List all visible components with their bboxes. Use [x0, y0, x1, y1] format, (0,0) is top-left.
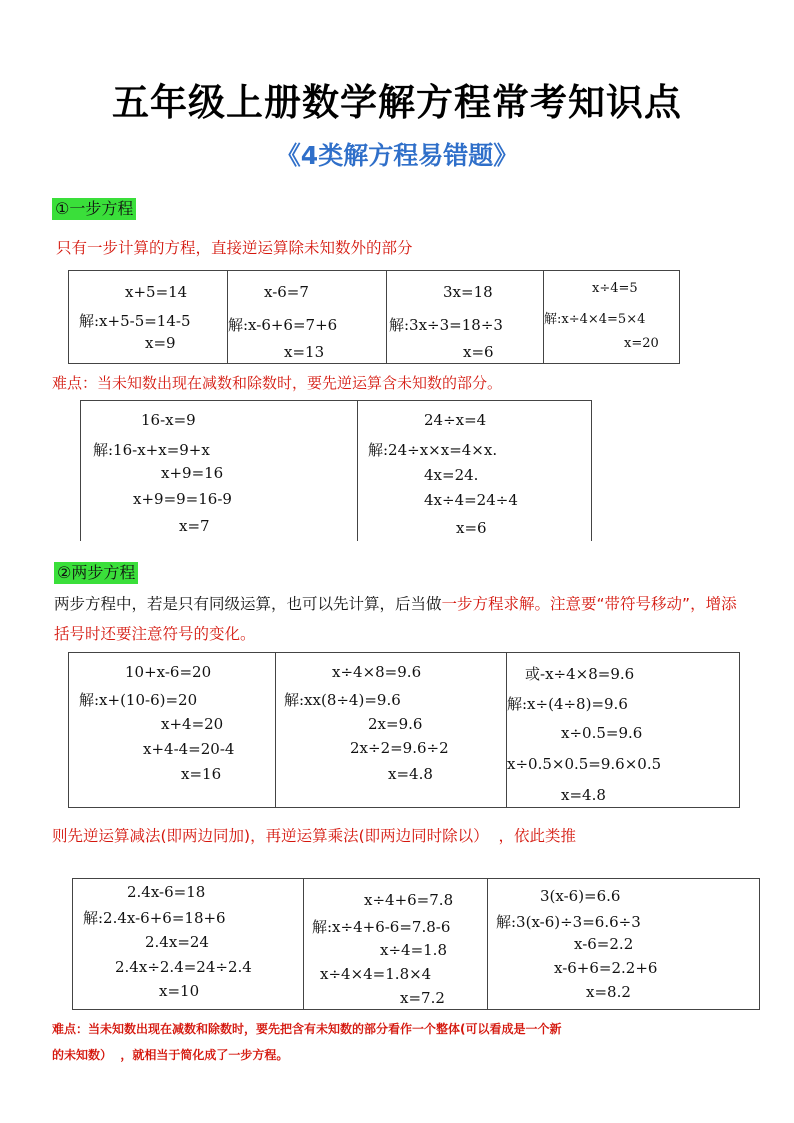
two-step-difficulty-note-line2: 的未知数） ，就相当于简化成了一步方程。: [52, 1048, 289, 1062]
table-cell: [357, 401, 593, 541]
equation-line: x=16: [181, 765, 222, 783]
equation-line: 4x÷4=24÷4: [424, 491, 518, 509]
equation-line: x÷4=1.8: [380, 941, 447, 959]
one-step-table: [68, 270, 680, 364]
table-cell: [506, 653, 741, 807]
table-cell: [386, 271, 544, 363]
equation-line: 解:x+(10-6)=20: [79, 691, 198, 709]
equation-line: 解:3x÷3=18÷3: [389, 316, 503, 334]
equation-line: 4x=24.: [424, 466, 479, 484]
two-step-difficulty-note-line1: 难点：当未知数出现在减数和除数时，要先把含有未知数的部分看作一个整体(可以看成是一个新: [52, 1022, 562, 1036]
equation-line: 2.4x-6=18: [127, 883, 206, 901]
table-cell: [73, 879, 303, 1009]
equation-line: x+5=14: [125, 283, 188, 301]
table-cell: [69, 653, 275, 807]
equation-line: x=6: [463, 343, 494, 361]
page-subtitle: 《4类解方程易错题》: [275, 141, 519, 170]
equation-line: x÷4=5: [592, 281, 638, 296]
two-step-rule: 则先逆运算减法(即两边同加)，再逆运算乘法(即两边同时除以） ，依此类推: [52, 827, 576, 845]
equation-line: x-6=2.2: [574, 935, 634, 953]
equation-line: x÷4×8=9.6: [332, 663, 422, 681]
equation-line: x=4.8: [561, 786, 606, 804]
equation-line: 解:2.4x-6+6=18+6: [83, 909, 226, 927]
table-cell: [81, 401, 357, 541]
equation-line: x=9: [145, 334, 176, 352]
table-cell: [275, 653, 507, 807]
equation-line: 解:24÷x×x=4×x.: [368, 441, 498, 459]
equation-line: x=13: [284, 343, 325, 361]
equation-line: 解:x÷(4÷8)=9.6: [507, 695, 628, 713]
equation-line: 3x=18: [443, 283, 493, 301]
equation-line: 3(x-6)=6.6: [540, 887, 621, 905]
equation-line: 解:3(x-6)÷3=6.6÷3: [496, 913, 641, 931]
table-cell: [487, 879, 761, 1009]
equation-line: x+4-4=20-4: [143, 740, 235, 758]
table-cell: [543, 271, 681, 363]
equation-line: x-6=7: [264, 283, 309, 301]
equation-line: 解:x+5-5=14-5: [79, 312, 191, 330]
equation-line: x+9=9=16-9: [133, 490, 232, 508]
table-cell: [69, 271, 227, 363]
equation-line: 2x÷2=9.6÷2: [350, 739, 449, 757]
equation-line: x÷0.5×0.5=9.6×0.5: [507, 755, 662, 773]
equation-line: 解:x÷4+6-6=7.8-6: [312, 918, 451, 936]
equation-line: x=20: [624, 336, 659, 351]
equation-line: x=7: [179, 517, 210, 535]
equation-line: x=6: [456, 519, 487, 537]
equation-line: 解:x-6+6=7+6: [228, 316, 338, 334]
equation-line: x=8.2: [586, 983, 631, 1001]
equation-line: 10+x-6=20: [125, 663, 212, 681]
equation-line: x+9=16: [161, 464, 224, 482]
one-step-difficulty-note: 难点：当未知数出现在减数和除数时，要先逆运算含未知数的部分。: [52, 374, 503, 392]
equation-line: x÷0.5=9.6: [561, 724, 643, 742]
equation-line: 24÷x=4: [424, 411, 487, 429]
equation-line: 2.4x=24: [145, 933, 209, 951]
equation-line: 2.4x÷2.4=24÷2.4: [115, 958, 252, 976]
two-step-description-highlight: 一步方程求解。注意要“带符号移动”，增添括号时还要注意符号的变化。: [54, 595, 737, 643]
equation-line: x÷4+6=7.8: [364, 891, 454, 909]
section-heading-one-step: ①一步方程: [52, 198, 136, 220]
equation-line: 解:xx(8÷4)=9.6: [284, 691, 401, 709]
table-cell: [303, 879, 488, 1009]
two-step-practice-table: [72, 878, 760, 1010]
table-cell: [227, 271, 387, 363]
equation-line: x+4=20: [161, 715, 224, 733]
equation-line: x÷4×4=1.8×4: [320, 965, 432, 983]
one-step-rule: 只有一步计算的方程，直接逆运算除未知数外的部分: [56, 239, 413, 257]
equation-line: x-6+6=2.2+6: [554, 959, 658, 977]
equation-line: 或-x÷4×8=9.6: [525, 665, 635, 683]
section-heading-two-step: ②两步方程: [54, 562, 138, 584]
equation-line: x=7.2: [400, 989, 445, 1007]
equation-line: x=10: [159, 982, 200, 1000]
two-step-table: [68, 652, 740, 808]
equation-line: 解:x÷4×4=5×4: [544, 312, 646, 327]
equation-line: 解:16-x+x=9+x: [93, 441, 210, 459]
two-step-description-plain: 两步方程中，若是只有同级运算，也可以先计算，后当做: [54, 595, 442, 613]
two-step-description: [54, 589, 744, 649]
page-title: 五年级上册数学解方程常考知识点: [112, 81, 682, 124]
equation-line: x=4.8: [388, 765, 433, 783]
one-step-hard-table: [80, 400, 592, 541]
equation-line: 16-x=9: [141, 411, 196, 429]
equation-line: 2x=9.6: [368, 715, 423, 733]
